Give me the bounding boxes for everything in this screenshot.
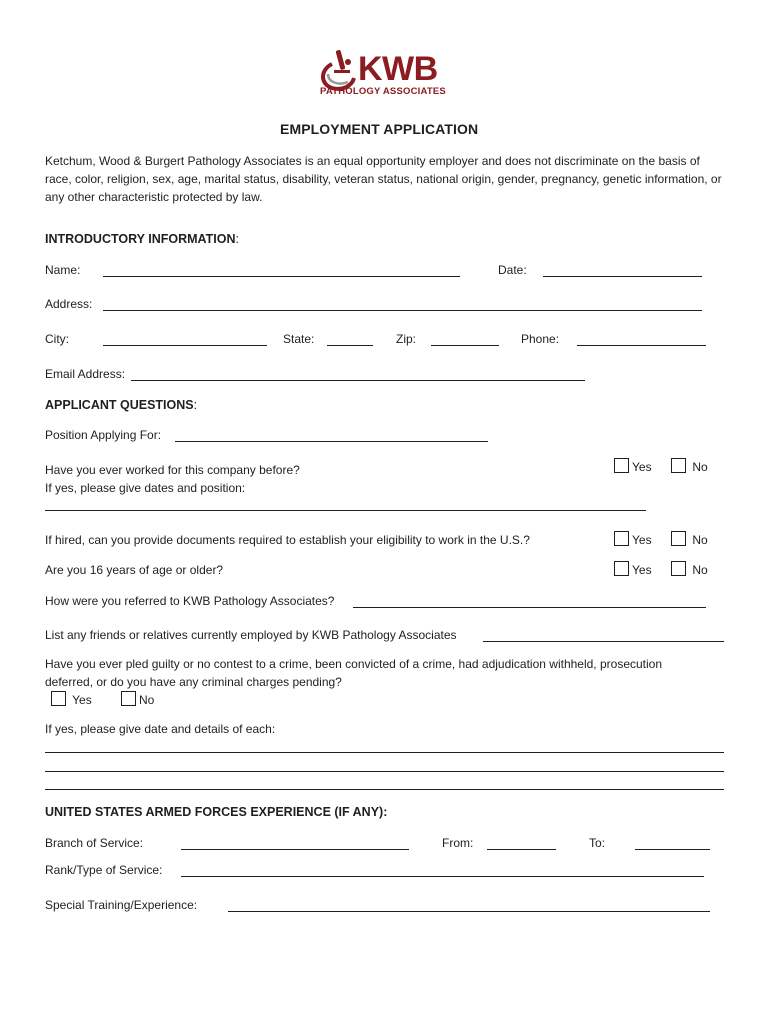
- q6-yes-option[interactable]: [51, 691, 92, 707]
- to-field[interactable]: [635, 838, 710, 850]
- friends-relatives-field[interactable]: [483, 630, 724, 642]
- q1-yes-checkbox[interactable]: [614, 458, 629, 473]
- city-field[interactable]: [103, 334, 267, 346]
- q6-no-checkbox[interactable]: [121, 691, 136, 706]
- military-heading: UNITED STATES ARMED FORCES EXPERIENCE (IF ANY):: [45, 805, 388, 819]
- q1-no-checkbox[interactable]: [671, 458, 686, 473]
- training-label: Special Training/Experience:: [45, 898, 198, 912]
- rank-label: Rank/Type of Service:: [45, 863, 163, 877]
- name-field[interactable]: [103, 265, 460, 277]
- q-friends-relatives: List any friends or relatives currently employed by KWB Pathology Associates: [45, 628, 457, 642]
- q3-yes-label: Yes: [632, 563, 652, 577]
- q-worked-before-details: If yes, please give dates and position:: [45, 481, 246, 495]
- q-work-eligibility: If hired, can you provide documents required to establish your eligibility to work in the U.S.?: [45, 533, 530, 547]
- to-label: To:: [589, 836, 606, 850]
- q3-no-label: No: [692, 563, 708, 577]
- q-criminal-details: If yes, please give date and details of each:: [45, 722, 276, 736]
- q-worked-before: Have you ever worked for this company before?: [45, 463, 300, 477]
- q2-yes-checkbox[interactable]: [614, 531, 629, 546]
- introductory-heading: [45, 232, 239, 246]
- q2-no-option[interactable]: [671, 531, 708, 547]
- q3-no-option[interactable]: [671, 561, 708, 577]
- q6-no-option[interactable]: [121, 691, 154, 707]
- q3-yes-checkbox[interactable]: [614, 561, 629, 576]
- date-label: Date:: [498, 263, 527, 277]
- training-field[interactable]: [228, 900, 710, 912]
- email-field[interactable]: [131, 369, 585, 381]
- q2-yes-label: Yes: [632, 533, 652, 547]
- state-field[interactable]: [327, 334, 373, 346]
- worked-before-details-field[interactable]: [45, 499, 646, 511]
- eeo-statement: Ketchum, Wood & Burgert Pathology Associates is an equal opportunity employer and does not discriminate on the basis of race, color, religion, sex, age, marital status, disability, veteran status, national origin, gender, pregnancy, genetic information, or any other characteristic protected by law.: [45, 154, 722, 204]
- city-label: City:: [45, 332, 69, 346]
- q6-no-label: No: [139, 693, 155, 707]
- phone-field[interactable]: [577, 334, 706, 346]
- applicant-heading-colon: :: [193, 398, 198, 412]
- q2-no-checkbox[interactable]: [671, 531, 686, 546]
- q3-no-checkbox[interactable]: [671, 561, 686, 576]
- company-logo: [318, 44, 458, 100]
- phone-label: Phone:: [521, 332, 560, 346]
- address-label: Address:: [45, 297, 93, 311]
- q1-yes-label: Yes: [632, 460, 652, 474]
- q3-yes-option[interactable]: [614, 561, 652, 577]
- q1-yes-option[interactable]: [614, 458, 652, 474]
- criminal-details-line-3[interactable]: [45, 778, 724, 790]
- name-label: Name:: [45, 263, 81, 277]
- email-label: Email Address:: [45, 367, 126, 381]
- q6-yes-label: Yes: [72, 693, 92, 707]
- logo-subtitle: PATHOLOGY ASSOCIATES: [320, 86, 446, 97]
- from-label: From:: [442, 836, 474, 850]
- q6-yes-checkbox[interactable]: [51, 691, 66, 706]
- q2-yes-option[interactable]: [614, 531, 652, 547]
- rank-field[interactable]: [181, 865, 704, 877]
- page-title: EMPLOYMENT APPLICATION: [280, 121, 479, 137]
- q-criminal-line1: Have you ever pled guilty or no contest to a crime, been convicted of a crime, had adjudication withheld, prosecution: [45, 657, 663, 671]
- logo-brand: KWB: [358, 50, 438, 88]
- referral-field[interactable]: [353, 596, 706, 608]
- criminal-details-line-1[interactable]: [45, 741, 724, 753]
- applicant-heading: [45, 398, 197, 412]
- branch-field[interactable]: [181, 838, 409, 850]
- date-field[interactable]: [543, 265, 702, 277]
- q2-no-label: No: [692, 533, 708, 547]
- q1-no-label: No: [692, 460, 708, 474]
- branch-label: Branch of Service:: [45, 836, 144, 850]
- address-field[interactable]: [103, 299, 702, 311]
- zip-field[interactable]: [431, 334, 499, 346]
- criminal-details-line-2[interactable]: [45, 760, 724, 772]
- q-age-16: Are you 16 years of age or older?: [45, 563, 224, 577]
- introductory-heading-colon: :: [235, 232, 239, 246]
- q-criminal-line2: deferred, or do you have any criminal charges pending?: [45, 675, 342, 689]
- position-label: Position Applying For:: [45, 428, 162, 442]
- zip-label: Zip:: [396, 332, 417, 346]
- from-field[interactable]: [487, 838, 556, 850]
- applicant-heading-text: APPLICANT QUESTIONS: [45, 398, 194, 412]
- q-referral: How were you referred to KWB Pathology Associates?: [45, 594, 335, 608]
- q1-no-option[interactable]: [671, 458, 708, 474]
- position-field[interactable]: [175, 430, 488, 442]
- state-label: State:: [283, 332, 315, 346]
- introductory-heading-text: INTRODUCTORY INFORMATION: [45, 232, 236, 246]
